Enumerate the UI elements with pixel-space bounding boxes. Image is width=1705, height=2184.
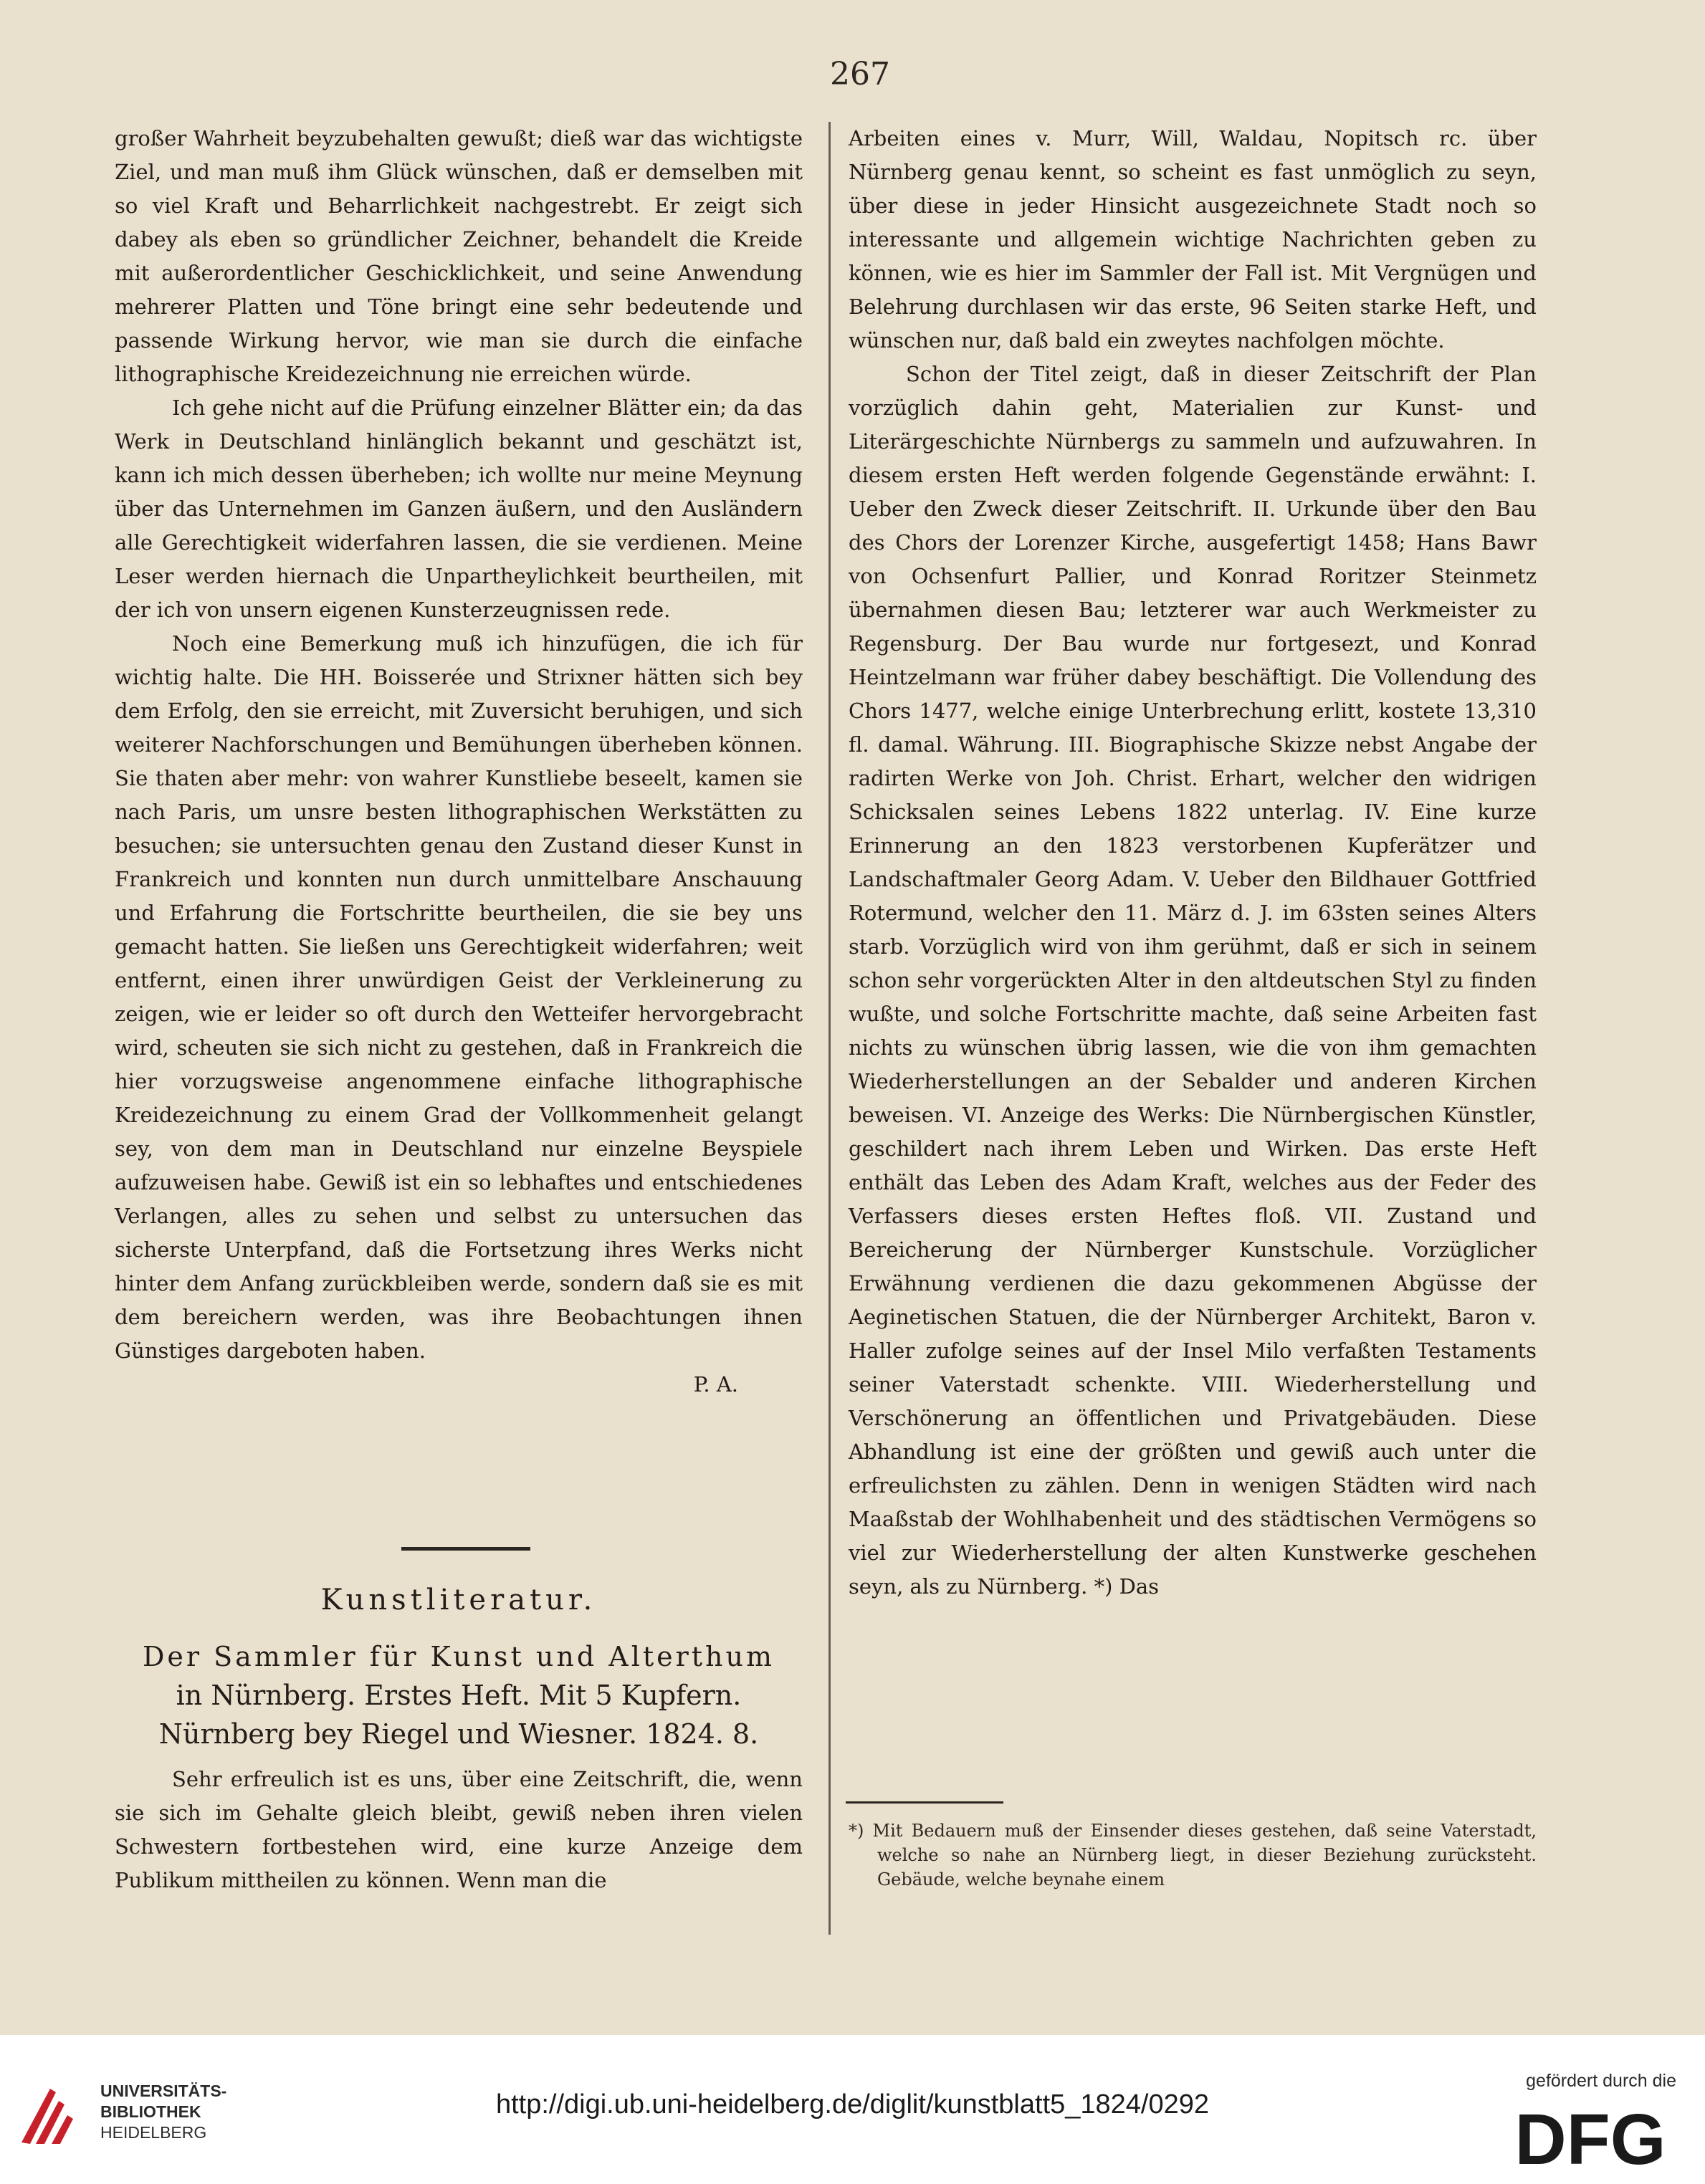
book-imprint: Nürnberg bey Riegel und Wiesner. 1824. 8.	[158, 1718, 759, 1750]
paragraph: großer Wahrheit beyzubehalten gewußt; dieß war das wichtigste Ziel, und man muß ihm Glück wünschen, daß er demselben mit so viel Kraft und Beharrlichkeit nachgestrebt. Er zeigt sich dabey als eben so gründlicher Zeichner, behandelt die Kreide mit außerordentlicher Geschicklichkeit, und seine Anwendung mehrerer Platten und Töne bringt eine sehr bedeutende und passende Wirkung hervor, wie man sie durch die einfache lithographische Kreidezeichnung nie erreichen würde.	[115, 126, 803, 386]
library-name-line: BIBLIOTHEK	[100, 2102, 201, 2121]
library-name-line: UNIVERSITÄTS-	[100, 2082, 227, 2100]
book-title	[115, 1637, 803, 1753]
footnote-text: *) Mit Bedauern muß der Einsender dieses gestehen, daß seine Vaterstadt, welche so nahe an Nürnberg liegt, in dieser Beziehung zurücksteht. Gebäude, welche beynahe einem	[849, 1821, 1537, 1890]
dfg-logo-text: DFG	[1514, 2101, 1666, 2173]
dfg-logo-icon[interactable]	[1504, 2101, 1676, 2173]
author-signature: P. A.	[693, 1372, 738, 1397]
page-number: 267	[830, 56, 890, 92]
paragraph: Arbeiten eines v. Murr, Will, Waldau, Nopitsch rc. über Nürnberg genau kennt, so scheint es fast unmöglich zu seyn, über diese in jeder Hinsicht ausgezeichnete Stadt noch so interessante und allgemein wichtige Nachrichten geben zu können, wie es hier im Sammler der Fall ist. Mit Vergnügen und Belehrung durchlasen wir das erste, 96 Seiten starke Heft, und wünschen nur, daß bald ein zweytes nachfolgen möchte.	[849, 126, 1537, 353]
funding-note: gefördert durch die	[1526, 2071, 1676, 2091]
book-title-line: Der Sammler für Kunst und Alterthum	[142, 1641, 775, 1672]
section-heading: Kunstliteratur.	[320, 1584, 597, 1617]
library-name-line: HEIDELBERG	[100, 2123, 207, 2142]
paragraph: Sehr erfreulich ist es uns, über eine Zeitschrift, die, wenn sie sich im Gehalte gleich bleibt, gewiß neben ihren vielen Schwestern fortbestehen wird, eine kurze Anzeige dem Publikum mittheilen zu können. Wenn man die	[115, 1767, 803, 1892]
book-title-line: in Nürnberg. Erstes Heft. Mit 5 Kupfern.	[176, 1680, 742, 1711]
paragraph: Schon der Titel zeigt, daß in dieser Zeitschrift der Plan vorzüglich dahin geht, Materialien zur Kunst- und Literärgeschichte Nürnbergs zu sammeln und aufzuwahren. In diesem ersten Heft werden folgende Gegenstände erwähnt: I. Ueber den Zweck dieser Zeitschrift. II. Urkunde über den Bau des Chors der Lorenzer Kirche, ausgefertigt 1458; Hans Bawr von Ochsenfurt Pallier, und Konrad Roritzer Steinmetz übernahmen diesen Bau; letzterer war auch Werkmeister zu Regensburg. Der Bau wurde nur fortgesezt, und Konrad Heintzelmann war früher dabey beschäftigt. Die Vollendung des Chors 1477, welche einige Unterbrechung erlitt, kostete 13,310 fl. damal. Währung. III. Biographische Skizze nebst Angabe der radirten Werke von Joh. Christ. Erhart, welcher den widrigen Schicksalen seines Lebens 1822 unterlag. IV. Eine kurze Erinnerung an den 1823 verstorbenen Kupferätzer und Landschaftmaler Georg Adam. V. Ueber den Bildhauer Gottfried Rotermund, welcher den 11. März d. J. im 63sten seines Alters starb. Vorzüglich wird von ihm gerühmt, daß er sich in seinem schon sehr vorgerückten Alter in den altdeutschen Styl zu finden wußte, und solche Fortschritte machte, daß seine Arbeiten fast nichts zu wünschen übrig lassen, wie die von ihm gemachten Wiederherstellungen an der Sebalder und anderen Kirchen beweisen. VI. Anzeige des Werks: Die Nürnbergischen Künstler, geschildert nach ihrem Leben und Wirken. Das erste Heft enthält das Leben des Adam Kraft, welches aus der Feder des Verfassers dieses ersten Heftes floß. VII. Zustand und Bereicherung der Nürnberger Kunstschule. Vorzüglicher Erwähnung verdienen die dazu gekommenen Abgüsse der Aeginetischen Statuen, die der Nürnberger Architekt, Baron v. Haller zufolge seines auf der Insel Milo verfaßten Testaments seiner Vaterstadt schenkte. VIII. Wiederherstellung und Verschönerung an öffentlichen und Privatgebäuden. Diese Abhandlung ist eine der größten und gewiß auch unter die erfreulichsten zu zählen. Denn in wenigen Städten wird nach Maaßstab der Wohlhabenheit und des städtischen Vermögens so viel zur Wiederherstellung der alten Kunstwerke geschehen seyn, als zu Nürnberg. *) Das	[849, 362, 1537, 1599]
paragraph: Ich gehe nicht auf die Prüfung einzelner Blätter ein; da das Werk in Deutschland hinlänglich bekannt und geschätzt ist, kann ich mich dessen überheben; ich wollte nur meine Meynung über das Unternehmen im Ganzen äußern, und den Ausländern alle Gerechtigkeit widerfahren lassen, die sie verdienen. Meine Leser werden hiernach die Unpartheylichkeit beurtheilen, mit der ich von unsern eigenen Kunsterzeugnissen rede.	[115, 396, 803, 622]
section-divider	[401, 1547, 530, 1551]
footnote-rule	[846, 1801, 1003, 1804]
footnote	[849, 1819, 1537, 1892]
column-separator	[828, 122, 831, 1935]
permalink-url[interactable]: http://digi.ub.uni-heidelberg.de/diglit/kunstblatt5_1824/0292	[495, 2089, 1210, 2120]
viewer-footer	[0, 2035, 1705, 2184]
paragraph: Noch eine Bemerkung muß ich hinzufügen, die ich für wichtig halte. Die HH. Boisserée und Strixner hätten sich bey dem Erfolg, den sie erreicht, mit Zuversicht beruhigen, und sich weiterer Nachforschungen und Bemühungen überheben können. Sie thaten aber mehr: von wahrer Kunstliebe beseelt, kamen sie nach Paris, um unsre besten lithographischen Werkstätten zu besuchen; sie untersuchten genau den Zustand dieser Kunst in Frankreich und konnten nun durch unmittelbare Anschauung und Erfahrung die Fortschritte beurtheilen, die sie bey uns gemacht hatten. Sie ließen uns Gerechtigkeit widerfahren; weit entfernt, einen ihrer unwürdigen Geist der Verkleinerung zu zeigen, wie er leider so oft durch den Wetteifer hervorgebracht wird, scheuten sie sich nicht zu gestehen, daß in Frankreich die hier vorzugsweise angenommene einfache lithographische Kreidezeichnung zu einem Grad der Vollkommenheit gelangt sey, von dem man in Deutschland nur einzelne Beyspiele aufzuweisen habe. Gewiß ist ein so lebhaftes und entschiedenes Verlangen, alles zu sehen und selbst zu untersuchen das sicherste Unterpfand, daß die Fortsetzung ihres Werks nicht hinter dem Anfang zurückbleiben werde, sondern daß sie es mit dem bereichern werden, was ihre Beobachtungen ihnen Günstiges dargeboten haben.	[115, 631, 803, 1363]
left-column	[115, 122, 803, 1402]
review-intro	[115, 1763, 803, 1897]
right-column	[849, 122, 1537, 1604]
